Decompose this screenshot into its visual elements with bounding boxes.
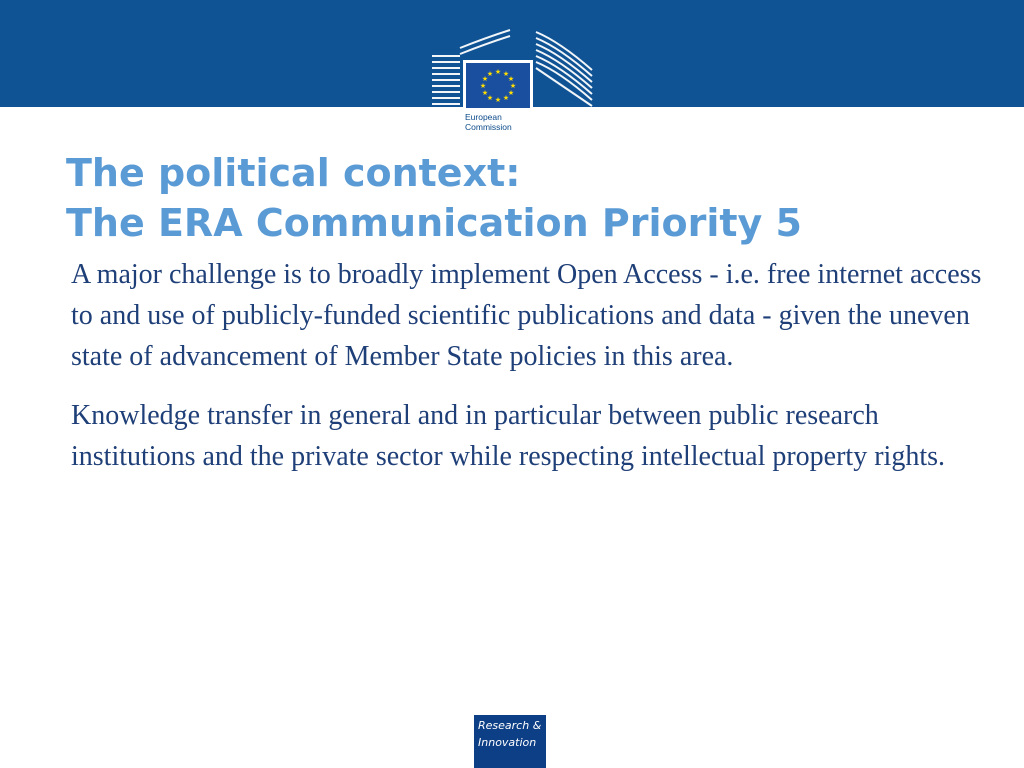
svg-text:★: ★ [481,75,489,83]
title-line-2: The ERA Communication Priority 5 [66,201,802,245]
svg-text:★: ★ [486,70,494,78]
svg-text:★: ★ [507,75,515,83]
research-innovation-badge [474,715,546,768]
svg-text:★: ★ [481,89,489,97]
svg-text:★: ★ [502,94,510,102]
slide-title [66,148,966,248]
slide-body [71,254,1006,495]
svg-text:★: ★ [479,82,487,90]
svg-text:★: ★ [509,82,517,90]
paragraph-knowledge-transfer: Knowledge transfer in general and in particular between public research institutions and the private sector while respecting intellectual property rights. [71,400,945,472]
badge-line-innovation: Innovation [478,736,537,749]
paragraph-open-access: A major challenge is to broadly implement Open Access - i.e. free internet access to and use of publicly-funded scientific publications and data - given the uneven state of advancement of Member State policies in this area. [71,259,982,372]
logo-label [465,112,535,132]
svg-text:★: ★ [507,89,515,97]
svg-text:★: ★ [494,96,502,104]
badge-label [478,717,541,751]
svg-text:★: ★ [486,94,494,102]
svg-text:★: ★ [494,68,502,76]
logo-line-european: European [465,112,502,122]
title-line-1: The political context: [66,151,521,195]
logo-line-commission: Commission [465,122,512,132]
badge-line-research: Research & [478,719,542,732]
svg-text:★: ★ [502,70,510,78]
